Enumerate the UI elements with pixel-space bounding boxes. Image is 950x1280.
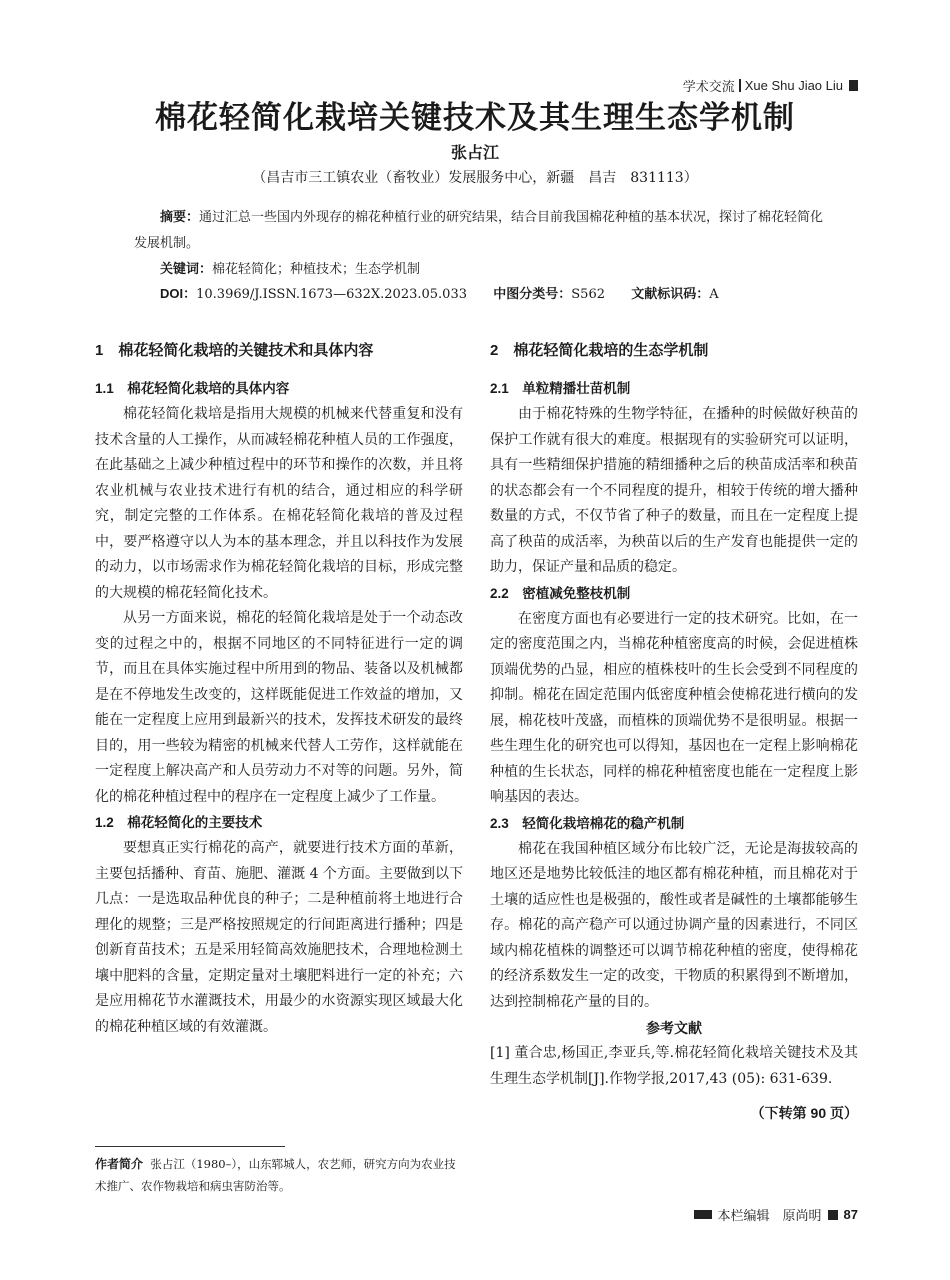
page-footer [694, 1205, 858, 1224]
clc-label: 中图分类号： [493, 286, 572, 301]
author-footnote [95, 1153, 467, 1197]
paragraph: 在密度方面也有必要进行一定的技术研究。比如，在一定的密度范围之内，当棉花种植密度高的时候，会促进植株顶端优势的凸显，相应的植株枝叶的生长会受到不同程度的抑制。棉花在固定范围内低密度种植会使棉花进行横向的发展，棉花枝叶茂盛，而植株的顶端优势不是很明显。根据一些生理生化的研究也可以得知，基因也在一定程上影响棉花种植的生长状态，同样的棉花种植密度也能在一定程度上影响基因的表达。 [490, 610, 858, 805]
section-2-3-heading: 2.3 轻简化栽培棉花的稳产机制 [490, 815, 685, 831]
doi-label: DOI： [160, 286, 197, 301]
doi-value: 10.3969/J.ISSN.1673—632X.2023.05.033 [196, 287, 467, 302]
section-1-heading: 1 棉花轻简化栽培的关键技术和具体内容 [95, 342, 374, 359]
abstract-label: 摘要： [160, 209, 200, 224]
paragraph: 由于棉花特殊的生物学特征，在播种的时候做好秧苗的保护工作就有很大的难度。根据现有的实验研究可以证明，具有一些精细保护措施的精细播种之后的秧苗成活率和秧苗的状态都会有一个不同程度的提升，相较于传统的增大播种数量的方式，不仅节省了种子的数量，而且在一定程度上提高了秧苗的成活率，为秧苗以后的生产发育也能提供一定的助力，保证产量和品质的稳定。 [490, 406, 858, 575]
footnote-text: 张占江（1980–），山东郓城人，农艺师，研究方向为农业技术推广、农作物栽培和病虫害防治等。 [95, 1157, 456, 1193]
author-affiliation: （昌吉市三工镇农业（畜牧业）发展服务中心，新疆 昌吉 831113） [252, 170, 698, 186]
abstract-text: 通过汇总一些国内外现存的棉花种植行业的研究结果，结合目前我国棉花种植的基本状况，探讨了棉花轻简化发展机制。 [134, 210, 824, 251]
divider-bar [739, 79, 741, 92]
paragraph: 棉花在我国种植区域分布比较广泛，无论是海拔较高的地区还是地势比较低洼的地区都有棉花种植，而且棉花对于土壤的适应性也是极强的，酸性或者是碱性的土壤都能够生存。棉花的高产稳产可以通过协调产量的因素进行，不同区域内棉花植株的调整还可以调节棉花种植的密度，使得棉花的经济系数发生一定的改变，干物质的积累得到不断增加，达到控制棉花产量的目的。 [490, 840, 858, 1010]
section-2-heading: 2 棉花轻简化栽培的生态学机制 [490, 342, 709, 359]
page-number: 87 [843, 1207, 858, 1222]
keywords-label: 关键词： [160, 261, 213, 276]
meta-block [160, 281, 860, 308]
column-tag-text: 学术交流 [682, 79, 735, 94]
paragraph: 要想真正实行棉花的高产，就要进行技术方面的革新，主要包括播种、育苗、施肥、灌溉 4 个方面。主要做到以下几点：一是选取品种优良的种子；二是种植前将土地进行合理化的规整；三是严格按照规定的行间距离进行播种；四是创新育苗技术；五是采用轻简高效施肥技术，合理地检测土壤中肥料的含量，定期定量对土壤肥料进行一定的补充；六是应用棉花节水灌溉技术，用最少的水资源实现区域最大化的棉花种植区域的有效灌溉。 [95, 840, 463, 1035]
paragraph: 棉花轻简化栽培是指用大规模的机械来代替重复和没有技术含量的人工操作，从而减轻棉花种植人员的工作强度，在此基础之上减少种植过程中的环节和操作的次数，并且将农业机械与农业技术进行有机的结合，通过相应的科学研究，制定完整的工作体系。在棉花轻简化栽培的普及过程中，要严格遵守以人为本的基本理念，并且以科技作为发展的动力，以市场需求作为棉花轻简化栽培的目标，形成完整的大规模的棉花轻简化技术。 [95, 406, 463, 601]
section-2-1-heading: 2.1 单粒精播壮苗机制 [490, 381, 631, 396]
reference-item: [1] 董合忠,杨国正,李亚兵,等.棉花轻简化栽培关键技术及其生理生态学机制[J].作物学报,2017,43 (05): 631-639. [490, 1045, 858, 1087]
keywords-text: 棉花轻简化；种植技术；生态学机制 [212, 262, 421, 277]
clc-value: S562 [571, 287, 605, 302]
square-icon [828, 1210, 838, 1220]
continuation-note: （下转第 90 页） [750, 1105, 858, 1121]
section-1-2-heading: 1.2 棉花轻简化的主要技术 [95, 815, 263, 830]
footnote-label: 作者简介 [95, 1157, 144, 1171]
left-column [95, 338, 463, 1040]
right-column [490, 338, 858, 1126]
footnote-divider [95, 1146, 285, 1147]
editor-credit: 本栏编辑 原尚明 [717, 1209, 822, 1224]
column-tag-pinyin: Xue Shu Jiao Liu [744, 78, 843, 93]
section-1-1-heading: 1.1 棉花轻简化栽培的具体内容 [95, 381, 290, 396]
page-title: 棉花轻简化栽培关键技术及其生理生态学机制 [155, 100, 795, 136]
square-icon [849, 80, 858, 91]
keywords-block [160, 256, 840, 283]
abstract-block [134, 204, 834, 257]
author-name: 张占江 [450, 145, 499, 162]
references-heading: 参考文献 [646, 1020, 702, 1036]
block-icon [694, 1210, 712, 1219]
doc-code-label: 文献标识码： [631, 286, 710, 301]
section-2-2-heading: 2.2 密植减免整枝机制 [490, 585, 631, 601]
abstract [134, 204, 834, 257]
paragraph: 从另一方面来说，棉花的轻简化栽培是处于一个动态改变的过程之中的，根据不同地区的不同特征进行一定的调节，而且在具体实施过程中所用到的物品、装备以及机械都是在不停地发生改变的，这样既能促进工作效益的增加，又能在一定程度上应用到最新兴的技术，发挥技术研发的最终目的，用一些较为精密的机械来代替人工劳作，这样就能在一定程度上解决高产和人员劳动力不对等的问题。另外，简化的棉花种植过程中的程序在一定程度上减少了工作量。 [95, 610, 463, 805]
doc-code-value: A [709, 287, 719, 302]
